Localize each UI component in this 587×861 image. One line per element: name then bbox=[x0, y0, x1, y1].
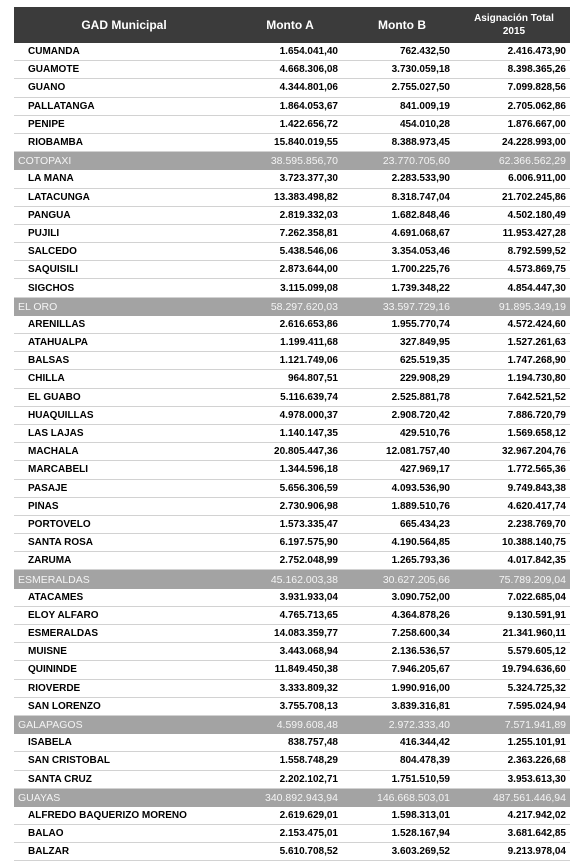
cell-monto-b: 1.751.510,59 bbox=[391, 773, 450, 785]
cell-asignacion-total: 2.238.769,70 bbox=[507, 518, 566, 530]
cell-gad-municipal: MACHALA bbox=[28, 446, 79, 458]
cell-monto-b: 2.136.536,57 bbox=[391, 646, 450, 658]
cell-monto-a: 3.723.377,30 bbox=[279, 173, 338, 185]
header-monto-a: Monto A bbox=[266, 18, 314, 32]
cell-monto-a: 2.619.629,01 bbox=[279, 809, 338, 821]
cell-monto-b: 2.755.027,50 bbox=[391, 82, 450, 94]
province-row bbox=[14, 570, 570, 588]
cell-asignacion-total: 62.366.562,29 bbox=[498, 155, 566, 168]
cell-asignacion-total: 75.789.209,04 bbox=[498, 573, 566, 586]
table-row bbox=[14, 334, 570, 352]
cell-monto-b: 1.889.510,76 bbox=[391, 500, 450, 512]
cell-asignacion-total: 32.967.204,76 bbox=[502, 446, 566, 458]
cell-gad-municipal: ZARUMA bbox=[28, 555, 72, 567]
cell-monto-a: 2.873.644,00 bbox=[279, 264, 338, 276]
table-row bbox=[14, 661, 570, 679]
cell-monto-a: 3.755.708,13 bbox=[279, 700, 338, 712]
cell-monto-b: 7.946.205,67 bbox=[391, 664, 450, 676]
cell-monto-b: 4.190.564,85 bbox=[391, 537, 450, 549]
cell-monto-a: 1.121.749,06 bbox=[279, 355, 338, 367]
table-row bbox=[14, 207, 570, 225]
cell-monto-a: 1.654.041,40 bbox=[279, 46, 338, 58]
cell-monto-b: 2.908.720,42 bbox=[391, 409, 450, 421]
cell-monto-a: 1.199.411,68 bbox=[280, 337, 338, 349]
cell-gad-municipal: ATACAMES bbox=[28, 591, 84, 603]
cell-monto-a: 1.864.053,67 bbox=[279, 100, 338, 112]
cell-asignacion-total: 21.341.960,11 bbox=[502, 628, 566, 640]
cell-asignacion-total: 9.749.843,38 bbox=[507, 482, 566, 494]
cell-asignacion-total: 1.772.565,36 bbox=[507, 464, 566, 476]
cell-gad-municipal: PASAJE bbox=[28, 482, 68, 494]
cell-monto-a: 1.422.656,72 bbox=[279, 118, 338, 130]
cell-monto-a: 5.116.639,74 bbox=[280, 391, 338, 403]
cell-monto-a: 3.443.068,94 bbox=[279, 646, 338, 658]
cell-gad-municipal: RIOVERDE bbox=[28, 682, 81, 694]
cell-asignacion-total: 3.953.613,30 bbox=[507, 773, 566, 785]
province-row bbox=[14, 789, 570, 807]
cell-monto-b: 429.510,76 bbox=[399, 428, 450, 440]
table-row bbox=[14, 279, 570, 297]
cell-gad-municipal: ESMERALDAS bbox=[18, 573, 90, 586]
table-row bbox=[14, 261, 570, 279]
cell-monto-a: 1.344.596,18 bbox=[279, 464, 338, 476]
cell-monto-a: 13.383.498,82 bbox=[274, 191, 338, 203]
cell-monto-b: 1.955.770,74 bbox=[391, 318, 450, 330]
table-row bbox=[14, 752, 570, 770]
cell-gad-municipal: PORTOVELO bbox=[28, 518, 91, 530]
table-row bbox=[14, 134, 570, 152]
table-row bbox=[14, 189, 570, 207]
cell-monto-b: 1.990.916,00 bbox=[391, 682, 450, 694]
cell-monto-b: 427.969,17 bbox=[399, 464, 450, 476]
cell-asignacion-total: 19.794.636,60 bbox=[502, 664, 566, 676]
cell-monto-b: 3.839.316,81 bbox=[391, 700, 450, 712]
cell-monto-b: 8.318.747,04 bbox=[391, 191, 450, 203]
cell-gad-municipal: GUANO bbox=[28, 82, 66, 94]
cell-monto-b: 3.603.269,52 bbox=[391, 846, 450, 858]
cell-monto-a: 6.197.575,90 bbox=[279, 537, 338, 549]
cell-monto-b: 4.364.878,26 bbox=[391, 609, 450, 621]
cell-monto-a: 4.978.000,37 bbox=[279, 409, 338, 421]
allocation-table bbox=[14, 7, 570, 861]
cell-asignacion-total: 7.595.024,94 bbox=[507, 700, 566, 712]
cell-monto-a: 5.438.546,06 bbox=[279, 246, 338, 258]
table-row bbox=[14, 552, 570, 570]
cell-monto-a: 1.558.748,29 bbox=[279, 755, 338, 767]
cell-monto-a: 5.610.708,52 bbox=[279, 846, 338, 858]
table-header bbox=[14, 7, 570, 43]
header-asignacion-total bbox=[458, 12, 570, 38]
cell-monto-a: 2.616.653,86 bbox=[279, 318, 338, 330]
table-row bbox=[14, 516, 570, 534]
cell-asignacion-total: 8.398.365,26 bbox=[507, 64, 566, 76]
cell-monto-b: 4.691.068,67 bbox=[391, 227, 450, 239]
cell-monto-a: 2.202.102,71 bbox=[279, 773, 338, 785]
cell-asignacion-total: 4.502.180,49 bbox=[507, 209, 566, 221]
cell-asignacion-total: 2.416.473,90 bbox=[507, 46, 566, 58]
cell-asignacion-total: 11.953.427,28 bbox=[502, 227, 566, 239]
cell-gad-municipal: MUISNE bbox=[28, 646, 67, 658]
province-row bbox=[14, 152, 570, 170]
cell-gad-municipal: HUAQUILLAS bbox=[28, 409, 94, 421]
table-row bbox=[14, 79, 570, 97]
cell-asignacion-total: 8.792.599,52 bbox=[507, 246, 566, 258]
table-row bbox=[14, 480, 570, 498]
cell-asignacion-total: 1.569.658,12 bbox=[507, 428, 566, 440]
table-row bbox=[14, 61, 570, 79]
table-body bbox=[14, 43, 570, 861]
table-row bbox=[14, 607, 570, 625]
cell-asignacion-total: 6.006.911,00 bbox=[508, 173, 566, 185]
cell-gad-municipal: PUJILI bbox=[28, 227, 60, 239]
table-row bbox=[14, 534, 570, 552]
table-row bbox=[14, 443, 570, 461]
cell-monto-b: 23.770.705,60 bbox=[382, 155, 450, 168]
cell-gad-municipal: SAN LORENZO bbox=[28, 700, 101, 712]
table-row bbox=[14, 843, 570, 861]
cell-asignacion-total: 1.876.667,00 bbox=[507, 118, 566, 130]
cell-monto-b: 7.258.600,34 bbox=[391, 628, 450, 640]
cell-gad-municipal: ALFREDO BAQUERIZO MORENO bbox=[28, 809, 187, 821]
table-row bbox=[14, 407, 570, 425]
cell-gad-municipal: GUAYAS bbox=[18, 791, 61, 804]
cell-monto-a: 964.807,51 bbox=[287, 373, 338, 385]
cell-gad-municipal: EL GUABO bbox=[28, 391, 81, 403]
cell-gad-municipal: ARENILLAS bbox=[28, 318, 86, 330]
table-row bbox=[14, 625, 570, 643]
cell-asignacion-total: 4.572.424,60 bbox=[507, 318, 566, 330]
cell-monto-b: 762.432,50 bbox=[399, 46, 450, 58]
cell-asignacion-total: 4.573.869,75 bbox=[507, 264, 566, 276]
cell-monto-a: 11.849.450,38 bbox=[274, 664, 338, 676]
cell-monto-b: 841.009,19 bbox=[399, 100, 450, 112]
cell-gad-municipal: QUININDE bbox=[28, 664, 77, 676]
cell-asignacion-total: 91.895.349,19 bbox=[498, 300, 566, 313]
cell-asignacion-total: 4.217.942,02 bbox=[507, 809, 566, 821]
cell-monto-a: 38.595.856,70 bbox=[270, 155, 338, 168]
cell-gad-municipal: PALLATANGA bbox=[28, 100, 95, 112]
cell-asignacion-total: 5.324.725,32 bbox=[507, 682, 566, 694]
cell-monto-b: 625.519,35 bbox=[399, 355, 450, 367]
table-row bbox=[14, 589, 570, 607]
cell-monto-a: 2.730.906,98 bbox=[279, 500, 338, 512]
table-row bbox=[14, 807, 570, 825]
cell-asignacion-total: 7.022.685,04 bbox=[507, 591, 566, 603]
cell-monto-b: 8.388.973,45 bbox=[391, 137, 450, 149]
cell-monto-a: 4.765.713,65 bbox=[279, 609, 338, 621]
province-row bbox=[14, 716, 570, 734]
cell-asignacion-total: 7.642.521,52 bbox=[507, 391, 566, 403]
cell-gad-municipal: SIGCHOS bbox=[28, 282, 75, 294]
cell-monto-b: 1.528.167,94 bbox=[391, 828, 450, 840]
cell-gad-municipal: BALSAS bbox=[28, 355, 70, 367]
cell-monto-b: 665.434,23 bbox=[399, 518, 450, 530]
cell-gad-municipal: ISABELA bbox=[28, 737, 72, 749]
cell-monto-b: 2.283.533,90 bbox=[391, 173, 450, 185]
cell-monto-a: 838.757,48 bbox=[287, 737, 338, 749]
cell-gad-municipal: LAS LAJAS bbox=[28, 428, 84, 440]
cell-monto-a: 3.115.099,08 bbox=[280, 282, 338, 294]
cell-monto-b: 327.849,95 bbox=[399, 337, 450, 349]
cell-monto-b: 3.090.752,00 bbox=[391, 591, 450, 603]
cell-monto-b: 146.668.503,01 bbox=[377, 791, 450, 804]
cell-monto-a: 3.931.933,04 bbox=[279, 591, 338, 603]
cell-monto-b: 2.972.333,40 bbox=[388, 719, 450, 732]
cell-asignacion-total: 2.705.062,86 bbox=[507, 100, 566, 112]
cell-monto-a: 5.656.306,59 bbox=[279, 482, 338, 494]
cell-asignacion-total: 1.194.730,80 bbox=[507, 373, 566, 385]
cell-gad-municipal: SANTA ROSA bbox=[28, 537, 93, 549]
cell-monto-b: 1.265.793,36 bbox=[391, 555, 450, 567]
cell-gad-municipal: GUAMOTE bbox=[28, 64, 80, 76]
cell-monto-b: 1.700.225,76 bbox=[391, 264, 450, 276]
table-row bbox=[14, 771, 570, 789]
cell-gad-municipal: LATACUNGA bbox=[28, 191, 90, 203]
table-row bbox=[14, 389, 570, 407]
cell-gad-municipal: PENIPE bbox=[28, 118, 65, 130]
cell-asignacion-total: 7.886.720,79 bbox=[507, 409, 566, 421]
header-asignacion-total-line2: 2015 bbox=[502, 26, 526, 37]
cell-gad-municipal: RIOBAMBA bbox=[28, 137, 83, 149]
cell-asignacion-total: 5.579.605,12 bbox=[507, 646, 566, 658]
table-row bbox=[14, 170, 570, 188]
cell-asignacion-total: 4.017.842,35 bbox=[507, 555, 566, 567]
cell-gad-municipal: CUMANDA bbox=[28, 46, 80, 58]
cell-asignacion-total: 24.228.993,00 bbox=[502, 137, 566, 149]
header-monto-b: Monto B bbox=[378, 18, 426, 32]
cell-gad-municipal: SAQUISILI bbox=[28, 264, 79, 276]
cell-monto-b: 229.908,29 bbox=[399, 373, 450, 385]
cell-asignacion-total: 3.681.642,85 bbox=[507, 828, 566, 840]
table-row bbox=[14, 498, 570, 516]
cell-monto-a: 1.573.335,47 bbox=[279, 518, 338, 530]
cell-monto-a: 7.262.358,81 bbox=[279, 227, 338, 239]
cell-monto-a: 2.819.332,03 bbox=[279, 209, 338, 221]
cell-asignacion-total: 487.561.446,94 bbox=[493, 791, 566, 804]
cell-asignacion-total: 1.527.261,63 bbox=[507, 337, 566, 349]
cell-asignacion-total: 1.747.268,90 bbox=[507, 355, 566, 367]
cell-monto-a: 2.153.475,01 bbox=[279, 828, 338, 840]
cell-monto-a: 4.344.801,06 bbox=[279, 82, 338, 94]
cell-monto-b: 416.344,42 bbox=[399, 737, 450, 749]
cell-monto-b: 454.010,28 bbox=[399, 118, 450, 130]
table-row bbox=[14, 425, 570, 443]
table-row bbox=[14, 698, 570, 716]
table-row bbox=[14, 370, 570, 388]
cell-monto-b: 12.081.757,40 bbox=[386, 446, 450, 458]
cell-gad-municipal: ESMERALDAS bbox=[28, 628, 99, 640]
cell-gad-municipal: GALAPAGOS bbox=[18, 719, 83, 732]
cell-asignacion-total: 1.255.101,91 bbox=[507, 737, 566, 749]
cell-gad-municipal: EL ORO bbox=[18, 300, 58, 313]
cell-gad-municipal: PIÑAS bbox=[28, 500, 59, 512]
cell-asignacion-total: 9.213.978,04 bbox=[507, 846, 566, 858]
cell-asignacion-total: 2.363.226,68 bbox=[507, 755, 566, 767]
cell-monto-a: 1.140.147,35 bbox=[279, 428, 338, 440]
table-row bbox=[14, 680, 570, 698]
cell-gad-municipal: SANTA CRUZ bbox=[28, 773, 92, 785]
table-row bbox=[14, 734, 570, 752]
table-row bbox=[14, 352, 570, 370]
cell-monto-a: 15.840.019,55 bbox=[274, 137, 338, 149]
cell-monto-b: 3.354.053,46 bbox=[391, 246, 450, 258]
cell-gad-municipal: LA MANA bbox=[28, 173, 74, 185]
cell-gad-municipal: MARCABELI bbox=[28, 464, 88, 476]
cell-gad-municipal: ELOY ALFARO bbox=[28, 609, 99, 621]
cell-asignacion-total: 7.571.941,89 bbox=[504, 719, 566, 732]
cell-monto-a: 20.805.447,36 bbox=[274, 446, 338, 458]
table-row bbox=[14, 243, 570, 261]
cell-asignacion-total: 4.620.417,74 bbox=[507, 500, 566, 512]
table-row bbox=[14, 43, 570, 61]
table-row bbox=[14, 225, 570, 243]
header-asignacion-total-line1: Asignación Total bbox=[474, 13, 554, 24]
cell-monto-b: 1.682.848,46 bbox=[391, 209, 450, 221]
cell-monto-b: 1.739.348,22 bbox=[391, 282, 450, 294]
cell-monto-a: 340.892.943,94 bbox=[265, 791, 338, 804]
cell-gad-municipal: SAN CRISTOBAL bbox=[28, 755, 111, 767]
cell-asignacion-total: 10.388.140,75 bbox=[502, 537, 566, 549]
cell-monto-b: 33.597.729,16 bbox=[382, 300, 450, 313]
cell-monto-a: 4.668.306,08 bbox=[279, 64, 338, 76]
cell-gad-municipal: SALCEDO bbox=[28, 246, 77, 258]
cell-monto-a: 58.297.620,03 bbox=[270, 300, 338, 313]
table-row bbox=[14, 461, 570, 479]
cell-monto-a: 4.599.608,48 bbox=[276, 719, 338, 732]
table-row bbox=[14, 825, 570, 843]
cell-gad-municipal: COTOPAXI bbox=[18, 155, 72, 168]
cell-monto-b: 30.627.205,66 bbox=[382, 573, 450, 586]
cell-asignacion-total: 9.130.591,91 bbox=[507, 609, 566, 621]
cell-monto-b: 1.598.313,01 bbox=[391, 809, 450, 821]
cell-monto-b: 804.478,39 bbox=[399, 755, 450, 767]
cell-monto-a: 14.083.359,77 bbox=[274, 628, 338, 640]
cell-asignacion-total: 7.099.828,56 bbox=[507, 82, 566, 94]
cell-gad-municipal: PANGUA bbox=[28, 209, 71, 221]
cell-asignacion-total: 4.854.447,30 bbox=[507, 282, 566, 294]
cell-gad-municipal: BALAO bbox=[28, 828, 64, 840]
cell-monto-a: 2.752.048,99 bbox=[279, 555, 338, 567]
table-row bbox=[14, 643, 570, 661]
cell-asignacion-total: 21.702.245,86 bbox=[502, 191, 566, 203]
cell-monto-a: 3.333.809,32 bbox=[279, 682, 338, 694]
cell-monto-b: 4.093.536,90 bbox=[391, 482, 450, 494]
table-row bbox=[14, 98, 570, 116]
province-row bbox=[14, 298, 570, 316]
cell-gad-municipal: ATAHUALPA bbox=[28, 337, 88, 349]
cell-monto-b: 3.730.059,18 bbox=[391, 64, 450, 76]
cell-gad-municipal: BALZAR bbox=[28, 846, 70, 858]
cell-monto-a: 45.162.003,38 bbox=[270, 573, 338, 586]
table-row bbox=[14, 316, 570, 334]
header-gad-municipal: GAD Municipal bbox=[81, 18, 167, 32]
cell-gad-municipal: CHILLA bbox=[28, 373, 65, 385]
table-row bbox=[14, 116, 570, 134]
cell-monto-b: 2.525.881,78 bbox=[391, 391, 450, 403]
